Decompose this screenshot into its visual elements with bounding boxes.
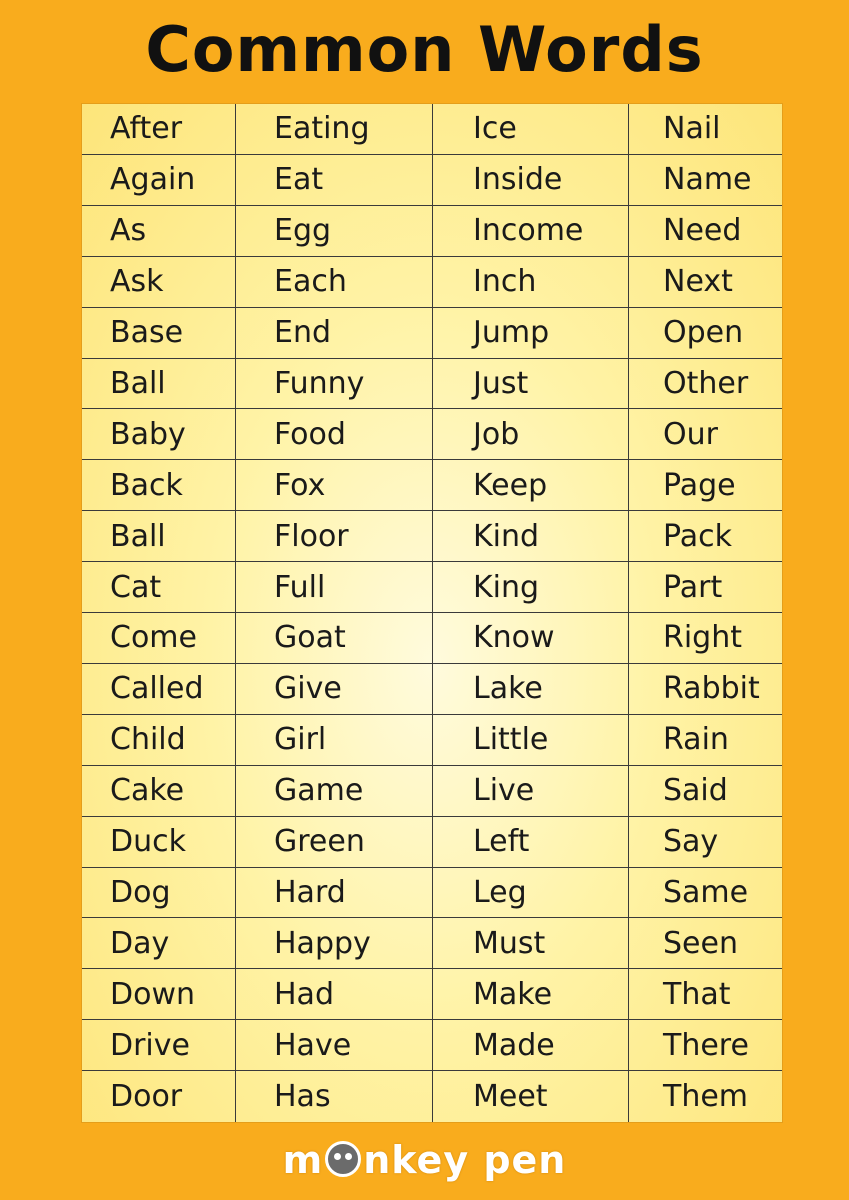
- word-cell: Say: [629, 817, 782, 868]
- word-cell: Seen: [629, 918, 782, 969]
- word-cell: Income: [433, 206, 629, 257]
- word-cell: That: [629, 969, 782, 1020]
- word-cell: Again: [82, 155, 236, 206]
- word-cell: After: [82, 104, 236, 155]
- word-cell: Just: [433, 359, 629, 410]
- word-cell: Jump: [433, 308, 629, 359]
- word-cell: Eat: [236, 155, 433, 206]
- word-cell: Lake: [433, 664, 629, 715]
- word-cell: Funny: [236, 359, 433, 410]
- word-cell: Cake: [82, 766, 236, 817]
- word-cell: Open: [629, 308, 782, 359]
- word-cell: Next: [629, 257, 782, 308]
- word-cell: Full: [236, 562, 433, 613]
- word-cell: Each: [236, 257, 433, 308]
- word-cell: Duck: [82, 817, 236, 868]
- word-cell: Green: [236, 817, 433, 868]
- word-cell: Page: [629, 460, 782, 511]
- word-cell: Said: [629, 766, 782, 817]
- word-cell: Fox: [236, 460, 433, 511]
- word-cell: Live: [433, 766, 629, 817]
- word-cell: Cat: [82, 562, 236, 613]
- word-cell: Child: [82, 715, 236, 766]
- word-cell: Game: [236, 766, 433, 817]
- monkey-pen-logo: [0, 1138, 849, 1182]
- word-cell: Right: [629, 613, 782, 664]
- word-cell: Ball: [82, 359, 236, 410]
- logo-text-start: m: [282, 1138, 324, 1182]
- word-cell: Part: [629, 562, 782, 613]
- word-cell: Know: [433, 613, 629, 664]
- word-cell: Back: [82, 460, 236, 511]
- word-cell: Hard: [236, 868, 433, 919]
- word-cell: Rain: [629, 715, 782, 766]
- word-cell: Called: [82, 664, 236, 715]
- word-cell: King: [433, 562, 629, 613]
- word-cell: Same: [629, 868, 782, 919]
- word-cell: Our: [629, 409, 782, 460]
- word-cell: Keep: [433, 460, 629, 511]
- word-cell: Goat: [236, 613, 433, 664]
- word-cell: Come: [82, 613, 236, 664]
- word-cell: Down: [82, 969, 236, 1020]
- word-cell: Floor: [236, 511, 433, 562]
- word-cell: Them: [663, 1079, 749, 1115]
- word-cell: Other: [629, 359, 782, 410]
- logo-text-end: nkey pen: [363, 1138, 567, 1182]
- word-cell: Happy: [236, 918, 433, 969]
- word-cell: Drive: [82, 1020, 236, 1071]
- word-cell: Ask: [82, 257, 236, 308]
- word-cell: Job: [433, 409, 629, 460]
- word-cell: Make: [433, 969, 629, 1020]
- word-cell: Had: [236, 969, 433, 1020]
- word-cell: End: [236, 308, 433, 359]
- word-cell: Meet: [433, 1071, 629, 1122]
- word-cell: Inch: [433, 257, 629, 308]
- word-cell: Door: [82, 1071, 236, 1122]
- word-cell: Kind: [433, 511, 629, 562]
- word-cell: Base: [82, 308, 236, 359]
- word-cell: Girl: [236, 715, 433, 766]
- word-cell: There: [629, 1020, 782, 1071]
- word-cell: Must: [433, 918, 629, 969]
- word-cell: Rabbit: [629, 664, 782, 715]
- word-cell: As: [82, 206, 236, 257]
- word-cell: Baby: [82, 409, 236, 460]
- word-cell: Give: [236, 664, 433, 715]
- word-cell: Name: [629, 155, 782, 206]
- word-cell: Need: [629, 206, 782, 257]
- word-cell: Dog: [82, 868, 236, 919]
- word-cell: Little: [433, 715, 629, 766]
- word-cell: Leg: [433, 868, 629, 919]
- monkey-face-icon: [325, 1141, 361, 1177]
- word-cell: Egg: [236, 206, 433, 257]
- word-cell: Eating: [236, 104, 433, 155]
- word-cell: Have: [236, 1020, 433, 1071]
- word-cell: Has: [236, 1071, 433, 1122]
- word-cell: Ball: [82, 511, 236, 562]
- word-cell: Made: [433, 1020, 629, 1071]
- page-title: Common Words: [145, 13, 704, 86]
- word-cell: Inside: [433, 155, 629, 206]
- word-cell: Day: [82, 918, 236, 969]
- word-cell: Pack: [629, 511, 782, 562]
- word-table: [82, 104, 782, 1122]
- word-cell: Ice: [433, 104, 629, 155]
- word-cell: Left: [433, 817, 629, 868]
- word-cell: Nail: [629, 104, 782, 155]
- word-cell: Food: [236, 409, 433, 460]
